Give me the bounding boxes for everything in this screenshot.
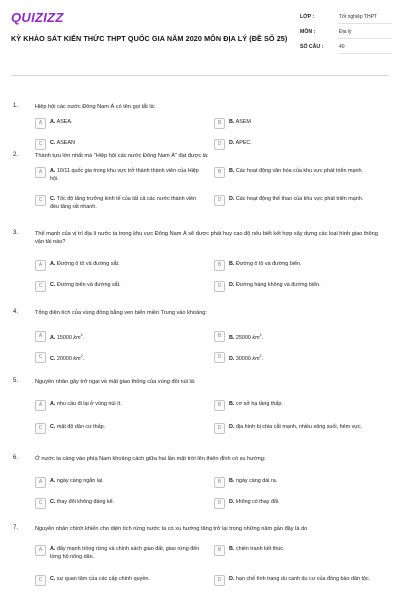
option-label: A. [50, 546, 56, 552]
option-label: B. [229, 168, 235, 174]
question-text: Tổng diện tích của vùng đồng bằng ven biển miền Trung vào khoảng: [35, 310, 207, 316]
option-body: ngày càng ngắn lại. [56, 478, 104, 484]
option-text [50, 499, 205, 507]
option-letter-box[interactable]: D [214, 352, 225, 363]
option-label: B. [229, 119, 235, 125]
option-unit: km [252, 334, 260, 341]
option-label: D. [229, 576, 235, 582]
option-label: B. [229, 261, 235, 267]
option-label: D. [229, 424, 235, 430]
option-text [229, 576, 384, 584]
option-label: B. [229, 478, 235, 484]
option-body: Các hoạt động văn hóa của khu vực phát triển mạnh. [235, 168, 363, 174]
option-letter-box[interactable]: B [214, 331, 225, 342]
option-text [229, 196, 384, 204]
question-text: Nguyên nhân gây trở ngại về mặt giao thông của vùng đồi núi là: [35, 379, 196, 385]
option-body: APEC. [235, 140, 252, 146]
option-text [229, 499, 384, 507]
question-text: Nguyên nhân chính khiến cho diện tích rừng nước ta có xu hướng tăng trở lại trong những năm gần đây là do [35, 526, 308, 532]
option-text [229, 261, 384, 269]
quizizz-logo: QUIZIZZ [11, 10, 64, 25]
option-letter-box[interactable]: B [214, 545, 225, 556]
option-text [229, 546, 384, 554]
option-text [50, 424, 205, 432]
option-body: 25000 [235, 334, 251, 341]
option-letter-box[interactable]: A [35, 167, 46, 178]
question-number: 5. [13, 378, 19, 384]
option-body: Tốc độ tăng trưởng kinh tế của tất cả các nước thành viên đều tăng rất nhanh. [50, 196, 197, 210]
option-letter-box[interactable]: D [214, 498, 225, 509]
option-body: hạn chế tình trạng du canh du cư của đồng bào dân tộc. [235, 576, 371, 582]
option-body: mật độ dân cư thấp. [56, 424, 106, 430]
option-letter-box[interactable]: D [214, 281, 225, 292]
option-body: 15000 [56, 334, 72, 341]
question-text: Thành tựu lớn nhất mà "Hiệp hội các nước Đông Nam Á" đạt được là: [35, 153, 209, 159]
option-text [50, 119, 205, 127]
meta-label: SỐ CÂU : [300, 44, 324, 50]
meta-value: 40 [338, 44, 392, 54]
option-text [50, 168, 205, 183]
question-number: 4. [13, 309, 19, 315]
option-unit: km [73, 334, 81, 341]
option-text [50, 401, 205, 409]
option-letter-box[interactable]: C [35, 423, 46, 434]
option-body: nhu cầu đi lại ở vùng núi ít. [56, 401, 122, 407]
option-letter-box[interactable]: D [214, 195, 225, 206]
option-text [50, 353, 205, 363]
option-label: D. [229, 499, 235, 505]
option-body: không có thay đổi. [235, 499, 280, 505]
question-number: 7. [13, 525, 19, 531]
option-label: C. [50, 576, 56, 582]
option-letter-box[interactable]: B [214, 400, 225, 411]
option-body: Đường ô tô và đường sắt. [56, 261, 120, 267]
question-text: Hiệp hội các nước Đông Nam Á có tên gọi tắt là: [35, 104, 156, 110]
option-unit-exponent: 2 [80, 333, 83, 337]
option-letter-box[interactable]: D [214, 575, 225, 586]
option-body: cơ sở hạ tầng thấp. [235, 401, 283, 407]
option-label: B. [229, 546, 235, 552]
option-letter-box[interactable]: C [35, 139, 46, 150]
option-body: Đường ô tô và đường biển. [235, 261, 302, 267]
meta-row-subject [300, 27, 392, 42]
question-number: 2. [13, 152, 19, 158]
option-letter-box[interactable]: A [35, 400, 46, 411]
option-label: D. [229, 282, 235, 288]
option-text [229, 353, 384, 363]
option-label: A. [50, 334, 56, 341]
option-label: C. [50, 424, 56, 430]
option-text [50, 261, 205, 269]
option-unit-exponent: 2 [259, 354, 262, 358]
option-text [50, 576, 205, 584]
option-text [229, 168, 384, 176]
question-number: 3. [13, 230, 19, 236]
meta-label: LỚP : [300, 14, 315, 20]
option-letter-box[interactable]: C [35, 575, 46, 586]
option-letter-box[interactable]: B [214, 118, 225, 129]
option-letter-box[interactable]: A [35, 545, 46, 556]
option-label: A. [50, 478, 56, 484]
option-body: 30000 [235, 355, 251, 362]
meta-row-class [300, 12, 392, 27]
option-tail: . [261, 334, 264, 341]
option-label: B. [229, 401, 235, 407]
option-body: ngày càng dài ra. [235, 478, 278, 484]
question-text: Ở nước ta càng vào phía Nam khoảng cách giữa hai lần mặt trời lên thiên đỉnh có xu hướng: [35, 456, 266, 462]
option-body: thay đổi không đáng kể. [56, 499, 115, 505]
option-unit: km [252, 355, 260, 362]
option-label: B. [229, 334, 235, 341]
option-letter-box[interactable]: D [214, 139, 225, 150]
option-label: D. [229, 355, 235, 362]
option-body: Đường biển và đường sắt. [56, 282, 121, 288]
meta-row-question-count [300, 42, 392, 57]
option-letter-box[interactable]: C [35, 352, 46, 363]
meta-value: Địa lý [338, 29, 392, 39]
option-text [229, 478, 384, 486]
option-letter-box[interactable]: C [35, 498, 46, 509]
option-unit-exponent: 2 [259, 333, 262, 337]
option-text [50, 140, 205, 148]
option-letter-box[interactable]: C [35, 281, 46, 292]
option-label: A. [50, 168, 56, 174]
option-label: C. [50, 499, 56, 505]
option-label: A. [50, 261, 56, 267]
option-text [50, 282, 205, 290]
option-body: địa hình bị chia cắt mạnh, nhiều sông suối, hẻm vực. [235, 424, 363, 430]
option-letter-box[interactable]: B [214, 260, 225, 271]
option-text [229, 401, 384, 409]
option-unit-exponent: 2 [80, 354, 83, 358]
option-text [229, 119, 384, 127]
meta-label: MÔN : [300, 29, 316, 35]
option-tail: . [261, 355, 264, 362]
option-label: A. [50, 119, 56, 125]
option-text [229, 332, 384, 342]
header-divider [11, 75, 389, 76]
option-label: A. [50, 401, 56, 407]
meta-panel [300, 12, 392, 57]
option-body: chiến tranh kết thúc. [235, 546, 285, 552]
option-label: D. [229, 140, 235, 146]
page-title: KỲ KHẢO SÁT KIẾN THỨC THPT QUỐC GIA NĂM 2020 MÔN ĐỊA LÝ (ĐỀ SỐ 25) [11, 34, 288, 43]
option-letter-box[interactable]: B [214, 167, 225, 178]
option-label: C. [50, 282, 56, 288]
option-body: Đường hàng không và đường biển. [235, 282, 321, 288]
option-text [229, 282, 384, 290]
option-body: 20000 [56, 355, 72, 362]
option-label: C. [50, 140, 56, 146]
option-body: ASEAN [56, 140, 75, 146]
option-text [50, 332, 205, 342]
option-body: 10/11 quốc gia trong khu vực trở thành thành viên của Hiệp hội. [50, 168, 199, 182]
option-text [229, 140, 384, 148]
option-letter-box[interactable]: A [35, 331, 46, 342]
option-body: ASEM [235, 119, 251, 125]
option-letter-box[interactable]: B [214, 477, 225, 488]
option-text [50, 478, 205, 486]
option-letter-box[interactable]: D [214, 423, 225, 434]
option-letter-box[interactable]: A [35, 260, 46, 271]
option-text [50, 196, 205, 211]
option-body: sự quan tâm của các cấp chính quyền. [56, 576, 150, 582]
question-number: 1. [13, 103, 19, 109]
question-number: 6. [13, 455, 19, 461]
option-text [229, 424, 384, 432]
worksheet-header [0, 0, 400, 72]
option-tail: . [82, 355, 85, 362]
option-body: ASEA. [56, 119, 73, 125]
option-label: D. [229, 196, 235, 202]
option-letter-box[interactable]: A [35, 118, 46, 129]
option-tail: . [82, 334, 85, 341]
option-letter-box[interactable]: A [35, 477, 46, 488]
option-body: Các hoạt động thể thao của khu vực phát triển mạnh. [235, 196, 364, 202]
question-text: Thế mạnh của vị trí địa lí nước ta trong khu vực Đông Nam Á sẽ được phát huy cao độ nếu biết kết hợp xây dựng các loại hình giao thông vận tải nào? [35, 231, 378, 245]
option-label: C. [50, 196, 56, 202]
option-body: đẩy mạnh trồng rừng và chính sách giao đất, giao rừng đến từng hộ nông dân. [50, 546, 200, 560]
meta-value: Tốt nghiệp THPT [338, 14, 392, 24]
option-text [50, 546, 205, 561]
option-unit: km [73, 355, 81, 362]
option-letter-box[interactable]: C [35, 195, 46, 206]
option-label: C. [50, 355, 56, 362]
